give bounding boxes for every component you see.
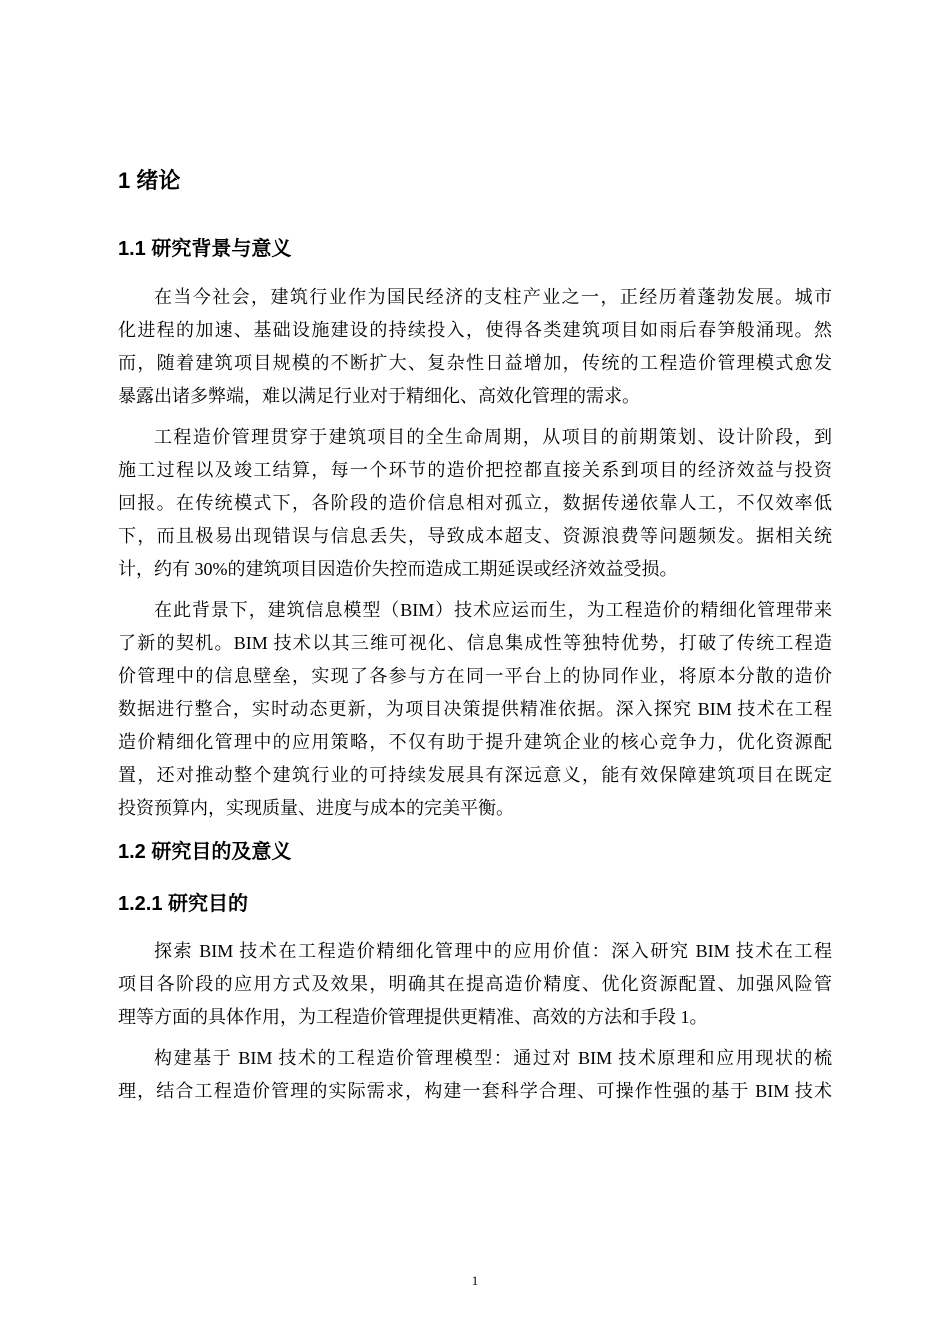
text-line: 在当今社会，建筑行业作为国民经济的支柱产业之一，正经历着蓬勃发展。城市 xyxy=(154,287,832,307)
page-number: 1 xyxy=(471,1273,479,1288)
paragraph xyxy=(118,421,832,586)
text-line: 化进程的加速、基础设施建设的持续投入，使得各类建筑项目如雨后春笋般涌现。然 xyxy=(118,320,832,340)
paragraph xyxy=(118,281,832,413)
paragraph xyxy=(118,935,832,1034)
text-line: 了新的契机。BIM 技术以其三维可视化、信息集成性等独特优势，打破了传统工程造 xyxy=(118,633,832,653)
paragraph xyxy=(118,1042,832,1108)
section-heading-1-1: 1.1 研究背景与意义 xyxy=(118,238,292,260)
text-line: 理，结合工程造价管理的实际需求，构建一套科学合理、可操作性强的基于 BIM 技术 xyxy=(118,1081,832,1101)
text-line: 工程造价管理贯穿于建筑项目的全生命周期，从项目的前期策划、设计阶段，到 xyxy=(154,427,832,447)
text-line: 价管理中的信息壁垒，实现了各参与方在同一平台上的协同作业，将原本分散的造价 xyxy=(118,666,832,686)
text-line: 构建基于 BIM 技术的工程造价管理模型：通过对 BIM 技术原理和应用现状的梳 xyxy=(154,1048,832,1068)
text-line: 下，而且极易出现错误与信息丢失，导致成本超支、资源浪费等问题频发。据相关统 xyxy=(118,526,832,546)
text-line: 造价精细化管理中的应用策略，不仅有助于提升建筑企业的核心竞争力，优化资源配 xyxy=(118,732,832,752)
text-line: 施工过程以及竣工结算，每一个环节的造价把控都直接关系到项目的经济效益与投资 xyxy=(118,460,832,480)
text-line: 投资预算内，实现质量、进度与成本的完美平衡。 xyxy=(118,798,514,818)
subsection-heading-1-2-1: 1.2.1 研究目的 xyxy=(118,893,249,915)
text-line: 理等方面的具体作用，为工程造价管理提供更精准、高效的方法和手段 1。 xyxy=(118,1007,708,1027)
text-line: 而，随着建筑项目规模的不断扩大、复杂性日益增加，传统的工程造价管理模式愈发 xyxy=(118,353,832,373)
text-line: 数据进行整合，实时动态更新，为项目决策提供精准依据。深入探究 BIM 技术在工程 xyxy=(118,699,832,719)
text-line: 暴露出诸多弊端，难以满足行业对于精细化、高效化管理的需求。 xyxy=(118,386,640,406)
section-heading-1-2: 1.2 研究目的及意义 xyxy=(118,841,292,863)
chapter-heading: 1 绪论 xyxy=(118,168,181,193)
text-line: 置，还对推动整个建筑行业的可持续发展具有深远意义，能有效保障建筑项目在既定 xyxy=(118,765,832,785)
text-line: 项目各阶段的应用方式及效果，明确其在提高造价精度、优化资源配置、加强风险管 xyxy=(118,974,832,994)
text-line: 在此背景下，建筑信息模型（BIM）技术应运而生，为工程造价的精细化管理带来 xyxy=(154,600,832,620)
paragraph xyxy=(118,594,832,825)
text-line: 计，约有 30%的建筑项目因造价失控而造成工期延误或经济效益受损。 xyxy=(118,559,678,579)
text-line: 回报。在传统模式下，各阶段的造价信息相对孤立，数据传递依靠人工，不仅效率低 xyxy=(118,493,832,513)
text-line: 探索 BIM 技术在工程造价精细化管理中的应用价值：深入研究 BIM 技术在工程 xyxy=(154,941,832,961)
